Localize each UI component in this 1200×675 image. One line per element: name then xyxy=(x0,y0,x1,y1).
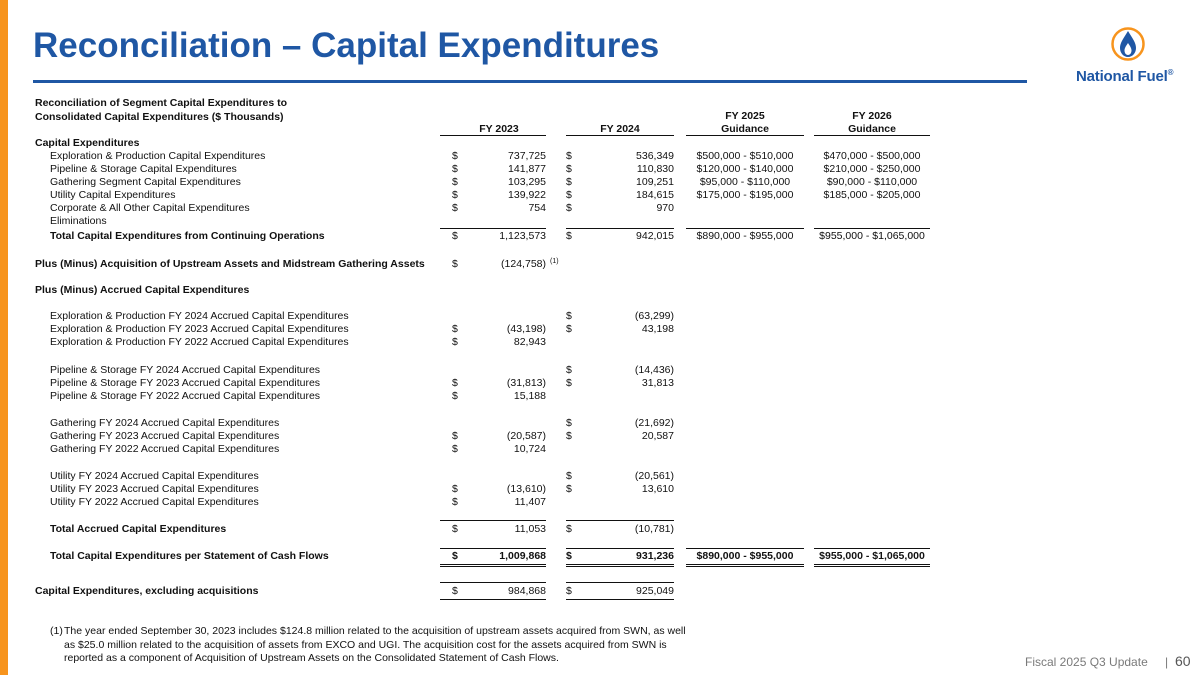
row-label: Eliminations xyxy=(50,215,107,227)
row-label: Utility Capital Expenditures xyxy=(50,189,176,201)
fy2023-value: (20,587) xyxy=(506,430,546,442)
cashflow-double-rule-fy2025-a xyxy=(686,564,804,565)
table-row xyxy=(0,150,1200,163)
fy2023-currency: $ xyxy=(452,523,458,535)
column-header-fy2025-guidance: Guidance xyxy=(721,123,769,135)
row-label: Plus (Minus) Acquisition of Upstream Assets and Midstream Gathering Assets xyxy=(35,258,425,270)
fy2023-value: 103,295 xyxy=(508,176,546,188)
fy2023-value: 15,188 xyxy=(513,390,546,402)
row-label: Gathering Segment Capital Expenditures xyxy=(50,176,241,188)
row-label: Capital Expenditures, excluding acquisitions xyxy=(35,585,259,597)
fy2026-guidance-value: $955,000 - $1,065,000 xyxy=(819,230,925,242)
fy2024-value: 536,349 xyxy=(636,150,674,162)
fy2023-currency: $ xyxy=(452,163,458,175)
national-fuel-logo xyxy=(1070,26,1192,90)
fy2024-currency: $ xyxy=(566,585,572,597)
fy2024-currency: $ xyxy=(566,189,572,201)
table-row xyxy=(0,417,1200,430)
fy2023-value: 139,922 xyxy=(508,189,546,201)
fy2026-guidance-value: $470,000 - $500,000 xyxy=(823,150,921,162)
footnote-reference: (1) xyxy=(550,258,559,265)
header-rule-fy2023 xyxy=(440,135,546,136)
row-label: Total Accrued Capital Expenditures xyxy=(50,523,227,535)
subtotal-rule-fy2023 xyxy=(440,228,546,229)
fy2024-value: (20,561) xyxy=(634,470,674,482)
table-heading-line-2: Consolidated Capital Expenditures ($ Thousands) xyxy=(35,111,284,123)
fy2024-value: 109,251 xyxy=(636,176,674,188)
table-row xyxy=(0,336,1200,349)
fy2024-currency: $ xyxy=(566,483,572,495)
cashflow-double-rule-fy2023-b xyxy=(440,566,546,567)
fy2024-value: 13,610 xyxy=(641,483,674,495)
cashflow-double-rule-fy2024-a xyxy=(566,564,674,565)
cashflow-top-rule-fy2023 xyxy=(440,548,546,549)
table-row xyxy=(0,137,1200,150)
cashflow-top-rule-fy2024 xyxy=(566,548,674,549)
logo-registered-mark: ® xyxy=(1167,68,1174,77)
accrued-total-rule-fy2024 xyxy=(566,520,674,521)
footnote-marker: (1) xyxy=(50,625,63,637)
excl-acq-bottom-rule-fy2024 xyxy=(566,599,674,600)
row-label: Exploration & Production FY 2024 Accrued Capital Expenditures xyxy=(50,310,349,322)
row-label: Utility FY 2022 Accrued Capital Expenditures xyxy=(50,496,259,508)
fy2024-currency: $ xyxy=(566,377,572,389)
table-row xyxy=(0,364,1200,377)
fy2025-guidance-value: $120,000 - $140,000 xyxy=(696,163,794,175)
fy2023-currency: $ xyxy=(452,483,458,495)
fy2023-value: 1,123,573 xyxy=(499,230,546,242)
excl-acq-bottom-rule-fy2023 xyxy=(440,599,546,600)
subtotal-rule-fy2026 xyxy=(814,228,930,229)
row-label: Capital Expenditures xyxy=(35,137,140,149)
fy2023-value: 754 xyxy=(528,202,546,214)
logo-wordmark xyxy=(1076,68,1192,85)
table-row xyxy=(0,496,1200,509)
fy2023-currency: $ xyxy=(452,496,458,508)
fy2024-currency: $ xyxy=(566,550,572,562)
fy2023-currency: $ xyxy=(452,430,458,442)
fy2023-value: 141,877 xyxy=(508,163,546,175)
subtotal-rule-fy2024 xyxy=(566,228,674,229)
table-row xyxy=(0,483,1200,496)
header-rule-fy2025 xyxy=(686,135,804,136)
fy2023-value: 82,943 xyxy=(513,336,546,348)
fy2023-value: 11,407 xyxy=(514,496,546,508)
fy2024-value: 931,236 xyxy=(636,550,674,562)
cashflow-double-rule-fy2026-a xyxy=(814,564,930,565)
row-label: Exploration & Production FY 2022 Accrued Capital Expenditures xyxy=(50,336,349,348)
row-label: Utility FY 2024 Accrued Capital Expenditures xyxy=(50,470,259,482)
fy2024-currency: $ xyxy=(566,310,572,322)
fy2023-value: 11,053 xyxy=(514,523,546,535)
table-row xyxy=(0,523,1200,536)
fy2023-currency: $ xyxy=(452,443,458,455)
fy2024-currency: $ xyxy=(566,364,572,376)
fy2025-guidance-value: $890,000 - $955,000 xyxy=(696,550,794,562)
row-label: Total Capital Expenditures per Statement of Cash Flows xyxy=(50,550,329,562)
row-label: Corporate & All Other Capital Expenditures xyxy=(50,202,250,214)
fy2023-currency: $ xyxy=(452,150,458,162)
fy2023-currency: $ xyxy=(452,258,458,270)
cashflow-double-rule-fy2025-b xyxy=(686,566,804,567)
fy2023-value: (43,198) xyxy=(506,323,546,335)
fy2023-currency: $ xyxy=(452,176,458,188)
fy2023-value: 984,868 xyxy=(508,585,546,597)
table-row xyxy=(0,550,1200,563)
fy2025-guidance-value: $95,000 - $110,000 xyxy=(699,176,791,188)
table-row xyxy=(0,310,1200,323)
fy2024-currency: $ xyxy=(566,430,572,442)
column-header-fy2026 xyxy=(814,110,930,136)
table-row xyxy=(0,215,1200,228)
fy2024-currency: $ xyxy=(566,470,572,482)
table-row xyxy=(0,585,1200,598)
page-title: Reconciliation – Capital Expenditures xyxy=(33,26,660,65)
fy2024-value: 31,813 xyxy=(641,377,674,389)
fy2024-value: (63,299) xyxy=(634,310,674,322)
table-row xyxy=(0,202,1200,215)
table-row xyxy=(0,390,1200,403)
fy2023-currency: $ xyxy=(452,189,458,201)
table-row xyxy=(0,443,1200,456)
fy2023-currency: $ xyxy=(452,390,458,402)
row-label: Utility FY 2023 Accrued Capital Expenditures xyxy=(50,483,259,495)
footer-label: Fiscal 2025 Q3 Update xyxy=(1025,655,1148,669)
table-row xyxy=(0,430,1200,443)
table-row xyxy=(0,176,1200,189)
fy2023-currency: $ xyxy=(452,377,458,389)
fy2024-value: (10,781) xyxy=(634,523,674,535)
fy2024-currency: $ xyxy=(566,417,572,429)
cashflow-double-rule-fy2026-b xyxy=(814,566,930,567)
fy2023-currency: $ xyxy=(452,550,458,562)
fy2026-guidance-value: $185,000 - $205,000 xyxy=(823,189,921,201)
fy2023-value: 1,009,868 xyxy=(499,550,546,562)
table-heading xyxy=(35,96,335,124)
table-row xyxy=(0,377,1200,390)
column-header-fy2024: FY 2024 xyxy=(600,123,640,135)
accrued-total-rule-fy2023 xyxy=(440,520,546,521)
row-label: Pipeline & Storage FY 2022 Accrued Capital Expenditures xyxy=(50,390,321,402)
column-header-fy2025 xyxy=(686,110,804,136)
row-label: Gathering FY 2024 Accrued Capital Expenditures xyxy=(50,417,280,429)
subtotal-rule-fy2025 xyxy=(686,228,804,229)
page-number: 60 xyxy=(1175,653,1191,669)
fy2024-currency: $ xyxy=(566,523,572,535)
header-rule-fy2024 xyxy=(566,135,674,136)
footnote-text: The year ended September 30, 2023 includes $124.8 million related to the acquisition of upstream assets acquired from SWN, as well as $25.0 million related to the acquisition of assets from EXCO and UGI. The acquisition cost for the assets acquired from SWN is reported as a component of Acquisition of Upstream Assets on the Consolidated Statement of Cash Flows. xyxy=(64,625,686,664)
fy2023-value: (31,813) xyxy=(506,377,546,389)
fy2023-value: 10,724 xyxy=(513,443,546,455)
row-label: Exploration & Production Capital Expenditures xyxy=(50,150,266,162)
fy2023-value: (13,610) xyxy=(506,483,546,495)
fy2023-currency: $ xyxy=(452,336,458,348)
fy2023-currency: $ xyxy=(452,323,458,335)
row-label: Pipeline & Storage Capital Expenditures xyxy=(50,163,237,175)
title-underline xyxy=(33,80,1027,83)
table-row xyxy=(0,163,1200,176)
row-label: Pipeline & Storage FY 2024 Accrued Capital Expenditures xyxy=(50,364,321,376)
fy2026-guidance-value: $955,000 - $1,065,000 xyxy=(819,550,925,562)
fy2024-value: 942,015 xyxy=(636,230,674,242)
fy2024-currency: $ xyxy=(566,163,572,175)
fy2024-currency: $ xyxy=(566,202,572,214)
fy2025-guidance-value: $890,000 - $955,000 xyxy=(696,230,794,242)
footnote xyxy=(50,625,690,666)
fy2024-value: 184,615 xyxy=(636,189,674,201)
fy2024-value: 110,830 xyxy=(636,163,674,175)
table-row xyxy=(0,189,1200,202)
fy2026-guidance-value: $90,000 - $110,000 xyxy=(826,176,918,188)
excl-acq-top-rule-fy2024 xyxy=(566,582,674,583)
cashflow-top-rule-fy2026 xyxy=(814,548,930,549)
row-label: Exploration & Production FY 2023 Accrued Capital Expenditures xyxy=(50,323,349,335)
cashflow-top-rule-fy2025 xyxy=(686,548,804,549)
flame-logo-icon xyxy=(1110,26,1146,66)
fy2025-guidance-value: $500,000 - $510,000 xyxy=(696,150,794,162)
excl-acq-top-rule-fy2023 xyxy=(440,582,546,583)
fy2024-currency: $ xyxy=(566,176,572,188)
fy2024-value: 925,049 xyxy=(636,585,674,597)
column-header-fy2023: FY 2023 xyxy=(479,123,519,135)
fy2023-currency: $ xyxy=(452,585,458,597)
logo-text: National Fuel xyxy=(1076,68,1168,85)
column-header-fy2026-guidance: Guidance xyxy=(848,123,896,135)
row-label: Total Capital Expenditures from Continuing Operations xyxy=(50,230,325,242)
fy2024-currency: $ xyxy=(566,150,572,162)
fy2024-value: 43,198 xyxy=(641,323,674,335)
fy2024-currency: $ xyxy=(566,323,572,335)
fy2024-value: 20,587 xyxy=(641,430,674,442)
row-label: Gathering FY 2023 Accrued Capital Expenditures xyxy=(50,430,280,442)
table-row xyxy=(0,284,1200,297)
table-row xyxy=(0,230,1200,243)
fy2024-value: 970 xyxy=(656,202,674,214)
table-row xyxy=(0,470,1200,483)
column-header-fy2025-year: FY 2025 xyxy=(725,110,765,122)
footer-separator: | xyxy=(1165,655,1169,669)
fy2024-value: (21,692) xyxy=(634,417,674,429)
fy2024-value: (14,436) xyxy=(634,364,674,376)
fy2023-currency: $ xyxy=(452,202,458,214)
fy2023-value: (124,758) xyxy=(501,258,546,270)
column-header-fy2026-year: FY 2026 xyxy=(852,110,892,122)
cashflow-double-rule-fy2024-b xyxy=(566,566,674,567)
fy2026-guidance-value: $210,000 - $250,000 xyxy=(823,163,921,175)
fy2023-currency: $ xyxy=(452,230,458,242)
fy2023-value: 737,725 xyxy=(508,150,546,162)
table-heading-line-1: Reconciliation of Segment Capital Expenditures to xyxy=(35,97,288,109)
cashflow-double-rule-fy2023-a xyxy=(440,564,546,565)
row-label: Gathering FY 2022 Accrued Capital Expenditures xyxy=(50,443,280,455)
row-label: Plus (Minus) Accrued Capital Expenditures xyxy=(35,284,250,296)
row-label: Pipeline & Storage FY 2023 Accrued Capital Expenditures xyxy=(50,377,321,389)
fy2025-guidance-value: $175,000 - $195,000 xyxy=(696,189,794,201)
header-rule-fy2026 xyxy=(814,135,930,136)
fy2024-currency: $ xyxy=(566,230,572,242)
table-row xyxy=(0,323,1200,336)
table-row xyxy=(0,258,1200,271)
